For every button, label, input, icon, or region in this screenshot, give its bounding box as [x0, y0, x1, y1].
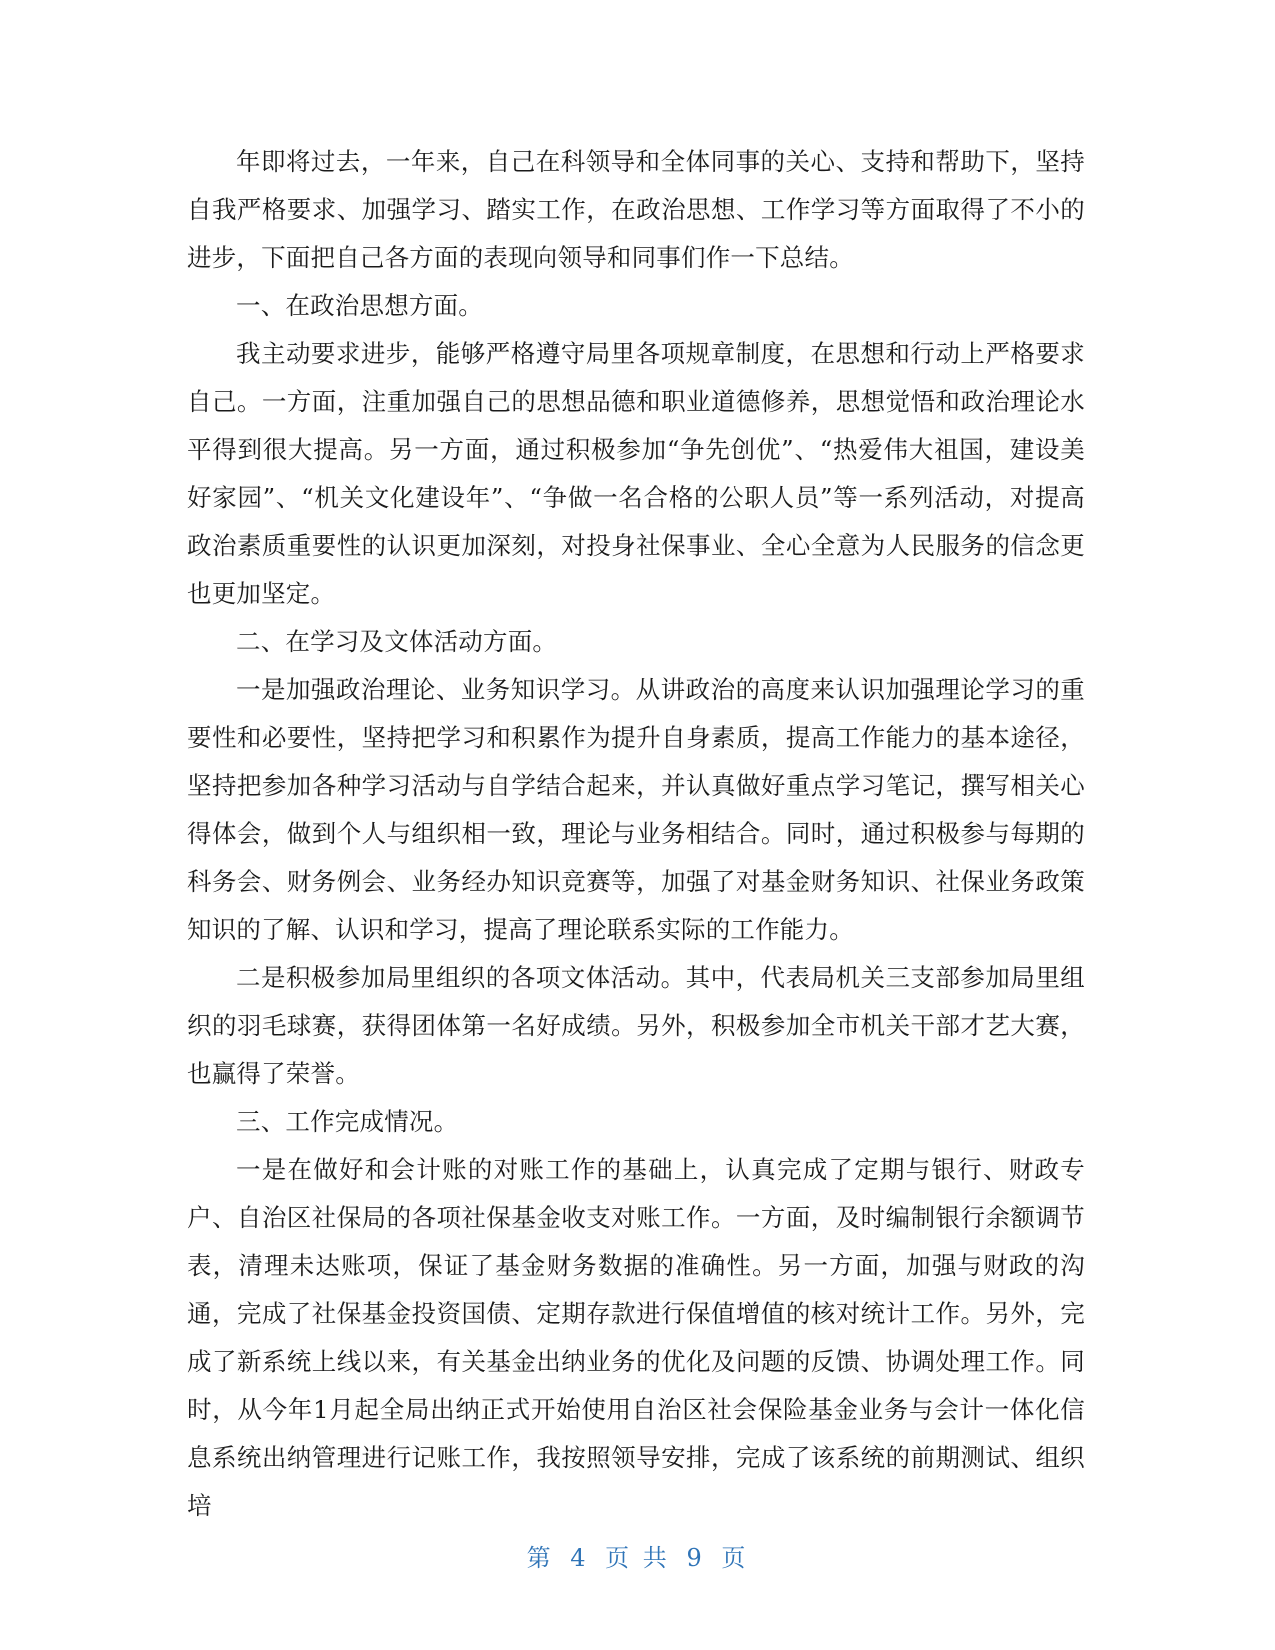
- footer-suffix: 页: [721, 1544, 749, 1572]
- heading-work-completion: 三、工作完成情况。: [236, 1107, 459, 1136]
- heading-study-activities: 二、在学习及文体活动方面。: [236, 627, 558, 656]
- document-body: [187, 138, 1085, 1530]
- footer-total-pages: 9: [686, 1544, 705, 1572]
- paragraph-political-thought: 我主动要求进步，能够严格遵守局里各项规章制度，在思想和行动上严格要求自己。一方面，注重加强自己的思想品德和职业道德修养，思想觉悟和政治理论水平得到很大提高。另一方面，通过积极参加“争先创优”、“热爱伟大祖国，建设美好家园”、“机关文化建设年”、“争做一名合格的公职人员”等一系列活动，对提高政治素质重要性的认识更加深刻，对投身社保事业、全心全意为人民服务的信念更也更加坚定。: [187, 339, 1085, 608]
- paragraph-sports: 二是积极参加局里组织的各项文体活动。其中，代表局机关三支部参加局里组织的羽毛球赛，获得团体第一名好成绩。另外，积极参加全市机关干部才艺大赛，也赢得了荣誉。: [187, 963, 1085, 1088]
- paragraph-intro: 年即将过去，一年来，自己在科领导和全体同事的关心、支持和帮助下，坚持自我严格要求、加强学习、踏实工作，在政治思想、工作学习等方面取得了不小的进步，下面把自己各方面的表现向领导和同事们作一下总结。: [187, 147, 1085, 272]
- heading-political-thought: 一、在政治思想方面。: [236, 291, 483, 320]
- footer-middle: 页 共: [605, 1544, 670, 1572]
- paragraph-work: 一是在做好和会计账的对账工作的基础上，认真完成了定期与银行、财政专户、自治区社保局的各项社保基金收支对账工作。一方面，及时编制银行余额调节表，清理未达账项，保证了基金财务数据的准确性。另一方面，加强与财政的沟通，完成了社保基金投资国债、定期存款进行保值增值的核对统计工作。另外，完成了新系统上线以来，有关基金出纳业务的优化及问题的反馈、协调处理工作。同时，从今年1月起全局出纳正式开始使用自治区社会保险基金业务与会计一体化信息系统出纳管理进行记账工作，我按照领导安排，完成了该系统的前期测试、组织培: [187, 1155, 1085, 1520]
- page-footer: [0, 1538, 1275, 1573]
- footer-current-page: 4: [570, 1544, 589, 1572]
- footer-prefix: 第: [526, 1544, 554, 1572]
- paragraph-study: 一是加强政治理论、业务知识学习。从讲政治的高度来认识加强理论学习的重要性和必要性，坚持把学习和积累作为提升自身素质，提高工作能力的基本途径，坚持把参加各种学习活动与自学结合起来，并认真做好重点学习笔记，撰写相关心得体会，做到个人与组织相一致，理论与业务相结合。同时，通过积极参与每期的科务会、财务例会、业务经办知识竞赛等，加强了对基金财务知识、社保业务政策知识的了解、认识和学习，提高了理论联系实际的工作能力。: [187, 675, 1085, 944]
